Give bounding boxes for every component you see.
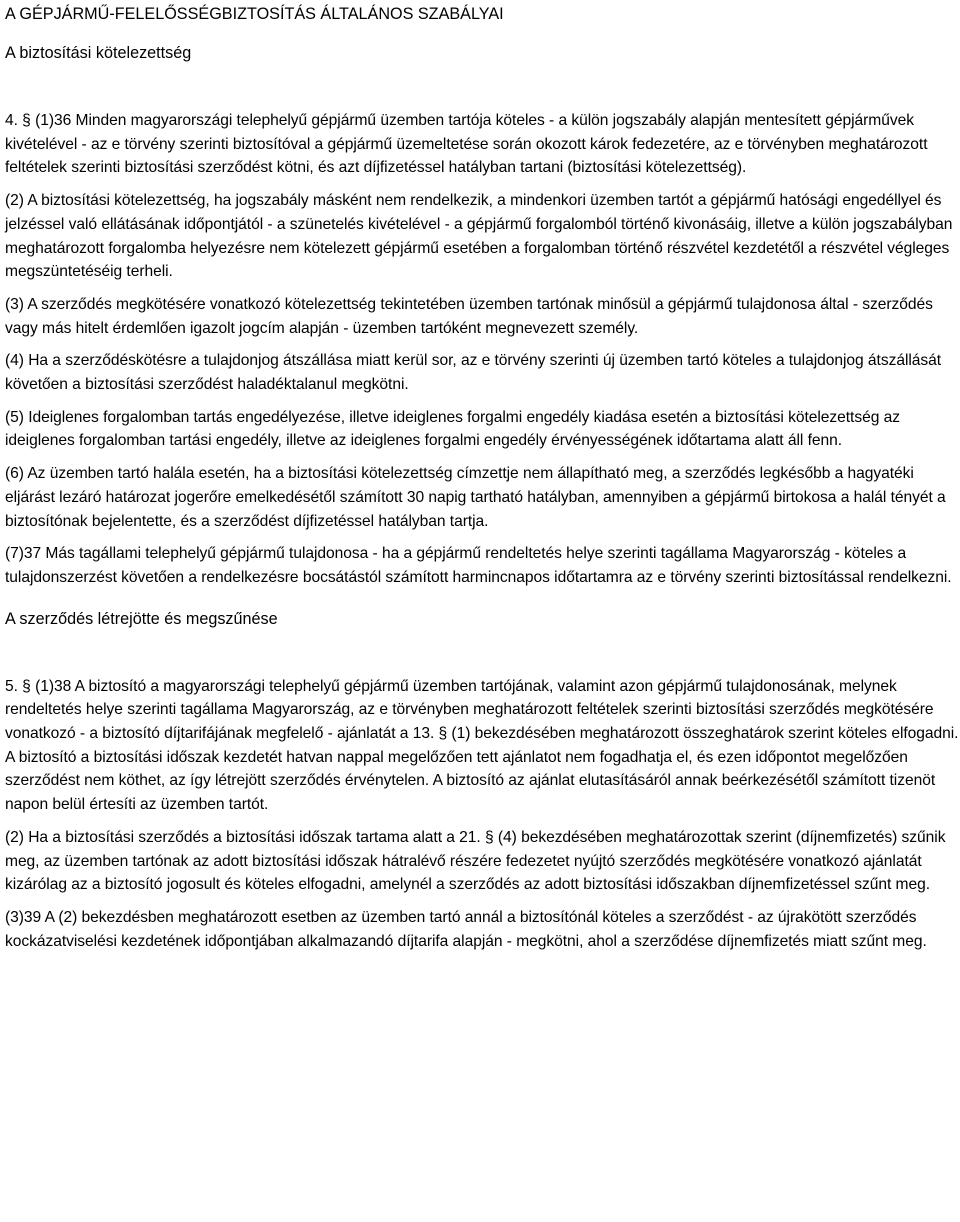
paragraph-4-7: (7)37 Más tagállami telephelyű gépjármű tulajdonosa - ha a gépjármű rendeltetés helye szerinti tagállama Magyarország - köteles a tulajdonszerzést követően a rendelkezésre bocsátástól számított harmincnapos időtartamra az e törvény szerinti biztosítással rendelkezni. [5, 545, 952, 586]
paragraph-4-2: (2) A biztosítási kötelezettség, ha jogszabály másként nem rendelkezik, a mindenkori üzemben tartót a gépjármű hatósági engedéllyel és jelzéssel való ellátásának időpontjától - a szünetelés kivételével - a gépjármű forgalomból történő kivonásáig, illetve a külön jogszabályban meghatározott forgalomba helyezésre nem kötelezett gépjármű esetében a forgalomban történő részvétel kezdetétől a részvétel végleges megszüntetéséig terheli. [5, 192, 953, 281]
section-heading-formation: A szerződés létrejötte és megszűnése [5, 609, 278, 628]
paragraph-5-3: (3)39 A (2) bekezdésben meghatározott esetben az üzemben tartó annál a biztosítónál köteles a szerződést - az újrakötött szerződés kockázatviselési kezdetének időpontjában alkalmazandó díjtarifa alapján - megkötni, ahol a szerződése díjnemfizetés miatt szűnt meg. [5, 908, 927, 950]
legal-document [5, 0, 960, 953]
section-heading-obligation: A biztosítási kötelezettség [5, 44, 192, 62]
paragraph-4-4: (4) Ha a szerződéskötésre a tulajdonjog átszállása miatt kerül sor, az e törvény szerinti új üzemben tartó köteles a tulajdonjog átszállását követően a biztosítási szerződést haladéktalanul megkötni. [5, 352, 942, 394]
paragraph-4-1: 4. § (1)36 Minden magyarországi telephelyű gépjármű üzemben tartója köteles - a külön jogszabály alapján mentesített gépjárművek kivételével - az e törvény szerinti biztosítóval a gépjármű üzemeltetése során okozott károk fedezetére, az e törvényben meghatározott feltételek szerinti biztosítási szerződést kötni, és azt díjfizetéssel hatályban tartani (biztosítási kötelezettség). [5, 112, 928, 177]
document-title: A GÉPJÁRMŰ-FELELŐSSÉGBIZTOSÍTÁS ÁLTALÁNOS SZABÁLYAI [5, 5, 504, 23]
paragraph-4-5: (5) Ideiglenes forgalomban tartás engedélyezése, illetve ideiglenes forgalmi engedély kiadása esetén a biztosítási kötelezettség az ideiglenes forgalomban tartási engedély, illetve az ideiglenes forgalmi engedély érvényességének időtartama alatt áll fenn. [5, 408, 900, 450]
paragraph-4-3: (3) A szerződés megkötésére vonatkozó kötelezettség tekintetében üzemben tartónak minősül a gépjármű tulajdonosa által - szerződés vagy más hitelt érdemlően igazolt jogcím alapján - üzemben tartóként megnevezett személy. [5, 295, 933, 337]
paragraph-5-1: 5. § (1)38 A biztosító a magyarországi telephelyű gépjármű üzemben tartójának, valamint azon gépjármű tulajdonosának, melynek rendeltetés helye szerinti tagállama Magyarország, az e törvényben meghatározott feltételek szerinti biztosítási szerződés megkötésére vonatkozó - a biztosító díjtarifájának megfelelő - ajánlatát a 13. § (1) bekezdésében meghatározott összeghatárok szerint köteles elfogadni. A biztosító a biztosítási időszak kezdetét hatvan nappal megelőzően tett ajánlatot nem fogadhatja el, és ezen időpontot megelőzően szerződést nem köthet, az így létrejött szerződés érvénytelen. A biztosító az ajánlat elutasításáról annak beérkezésétől számított tizenöt napon belül értesíti az üzemben tartót. [5, 677, 959, 814]
paragraph-4-6: (6) Az üzemben tartó halála esetén, ha a biztosítási kötelezettség címzettje nem állapítható meg, a szerződés legkésőbb a hagyatéki eljárást lezáró határozat jogerőre emelkedésétől számított 30 napig tartható hatályban, amennyiben a gépjármű birtokosa a halál tényét a biztosítónak bejelentette, és a szerződést díjfizetéssel hatályban tartja. [5, 465, 946, 530]
paragraph-5-2: (2) Ha a biztosítási szerződés a biztosítási időszak tartama alatt a 21. § (4) bekezdésében meghatározottak szerint (díjnemfizetés) szűnik meg, az üzemben tartónak az adott biztosítási időszak hátralévő részére fedezetet nyújtó szerződés megkötésére vonatkozó ajánlatát kizárólag az a biztosító jogosult és köteles elfogadni, amelynél a szerződés az adott biztosítási időszakban díjnemfizetéssel szűnt meg. [5, 828, 946, 894]
